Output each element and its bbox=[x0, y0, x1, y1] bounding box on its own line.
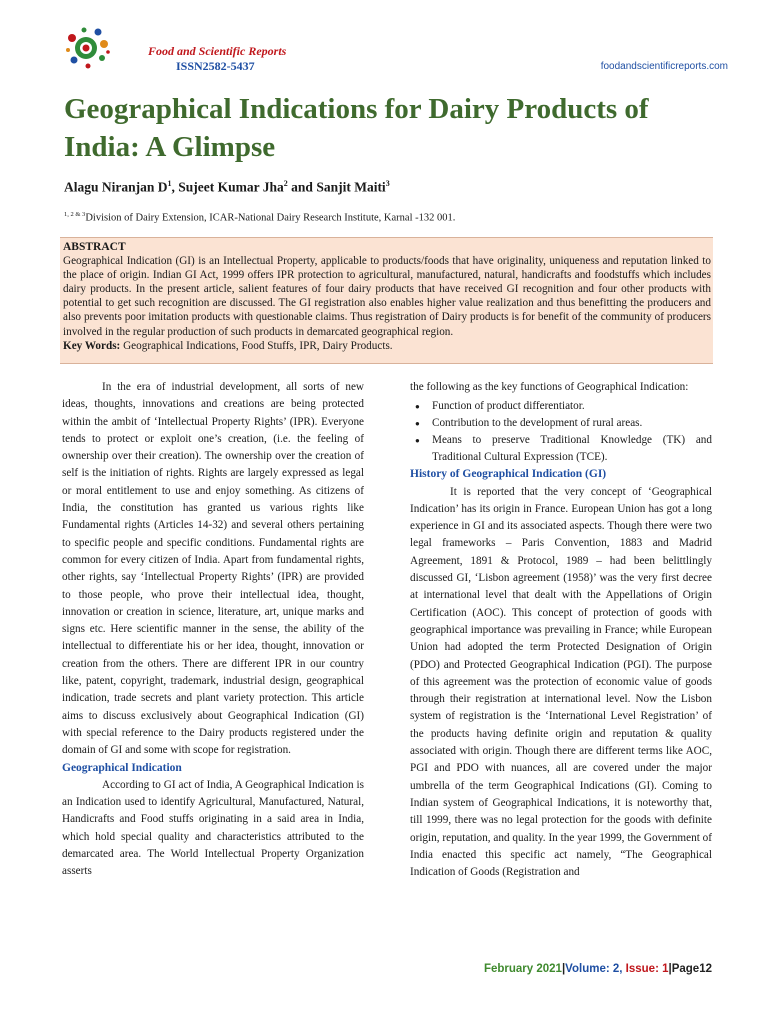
footer-separator: | bbox=[668, 963, 672, 975]
author-name: Sujeet Kumar Jha bbox=[178, 179, 284, 195]
author-affiliation-mark: 1 bbox=[167, 179, 172, 188]
author-affiliation-mark: 2 bbox=[283, 179, 288, 188]
journal-name: Food and Scientific Reports bbox=[148, 44, 287, 58]
article-title: Geographical Indications for Dairy Products of India: A Glimpse bbox=[64, 93, 649, 163]
affiliation-text: Division of Dairy Extension, ICAR-National Dairy Research Institute, Karnal -132 001. bbox=[85, 212, 456, 224]
list-item: ● Contribution to the development of rural areas. bbox=[410, 415, 712, 432]
footer-separator: | bbox=[561, 963, 566, 975]
section-heading-history: History of Geographical Indication (GI) bbox=[410, 468, 607, 481]
footer-volume: Volume: 2, bbox=[565, 963, 626, 975]
author-separator: and bbox=[287, 179, 317, 195]
right-column bbox=[410, 379, 712, 881]
keywords-label: Key Words: bbox=[63, 339, 121, 352]
abstract-heading: ABSTRACT bbox=[63, 241, 126, 253]
left-column bbox=[62, 379, 364, 881]
intro-paragraph: In the era of industrial development, all sorts of new ideas, thoughts, innovations and creations are being protected within the ambit of ‘Intellectual Property Rights’ (IPR). Everyone tends to protect or exploit one’s creation, (i.e. the feeling of ownership over their creation). The ownership over the creation of self is the initiation of rights. Rights are largely expressed as legal or moral entitlement to use and enjoy something. As citizens of India, the constitution has granted us various rights like Fundamental rights (Articles 14-32) and several others pertaining to specific people and specific conditions. Fundamental rights are common for every citizen of India. Apart from fundamental rights, other rights, say ‘Intellectual Property Rights’ (IPR) are provided to those people, who prove their intellectual idea, thought, innovation or creation in science, literature, art, unique marks and signs etc. Here scientific manner in the sense, the ability of the intellectual to differentiate his or her idea, thought, innovation or creation from the others. There are different IPR in our country like, patent, copyright, trademark, industrial design, geographical indication, trade secrets and plant variety protection. This article aims to discuss exclusively about Geographical Indication (GI) with special reference to the Dairy products registered under the domain of GI and some with scope for registration. bbox=[62, 381, 364, 757]
history-paragraph: It is reported that the very concept of ‘Geographical Indication’ has its origin in France. European Union has got a long experience in GI and its associated aspects. Though there were two legal frameworks – Paris Convention, 1883 and Madrid Agreement, 1891 & Protocol, 1989 – had been belittlingly discussed GI, ‘Lisbon agreement (1958)’ was the very first decree at international level that dealt with the Appellations of Origin Certification (AOC). This concept of protection of goods with geographical importance was prevailing in France; while European Union had adopted the term Protected Designation of Origin (PDO) and Protected Geographical Indication (PGI). The purpose of this agreement was the protection of economic value of goods through their registration at international level. Now the Lisbon system of registration is the ‘International Level Registration’ of the products having definite origin and reputation & quality associated with origin. Though there are different terms like AOC, PGI and PDO with nuances, all are covered under the major umbrella of the term Geographical Indications (GI). Coming to Indian system of Geographical Indications, it is noteworthy that, till 1999, there was no legal protection for the goods with definite origin, reputation, and quality. In the year 1999, the Government of India enacted this specific act namely, “The Geographical Indication of Goods (Registration and bbox=[410, 485, 712, 879]
footer-date: February 2021 bbox=[483, 963, 562, 975]
gi-functions-list bbox=[410, 398, 712, 466]
footer-issue: Issue: 1 bbox=[625, 963, 669, 975]
keywords-text: Geographical Indications, Food Stuffs, IPR, Dairy Products. bbox=[120, 339, 393, 352]
affiliation-marks: 1, 2 & 3 bbox=[64, 211, 86, 218]
gi-paragraph: According to GI act of India, A Geographical Indication is an Indication used to identify Agricultural, Manufactured, Natural, Handicrafts and Food stuffs originating in a said area in India, which hold special quality and characteristics attributed to the demarcated area. The World Intellectual Property Organization asserts bbox=[62, 778, 364, 878]
author-separator: , bbox=[171, 179, 179, 195]
journal-website-link[interactable]: foodandscientificreports.com bbox=[600, 61, 728, 72]
journal-issn: ISSN2582-5437 bbox=[176, 59, 255, 73]
author-list bbox=[64, 179, 390, 196]
page-footer bbox=[484, 963, 712, 975]
abstract-box bbox=[60, 237, 713, 364]
author-name: Alagu Niranjan D bbox=[64, 179, 168, 195]
journal-logo-icon bbox=[62, 22, 114, 74]
keywords-line bbox=[63, 339, 711, 353]
author-name: Sanjit Maiti bbox=[316, 179, 386, 195]
list-item: ● Means to preserve Traditional Knowledge (TK) and Traditional Cultural Expression (TCE). bbox=[410, 432, 712, 466]
author-affiliation-mark: 3 bbox=[385, 179, 390, 188]
abstract-text: Geographical Indication (GI) is an Intellectual Property, applicable to products/foods that have originality, uniqueness and reputation linked to the place of origin. Indian GI Act, 1999 offers IPR protection to agricultural, manufactured, natural, handicrafts and foodstuffs which includes dairy products. In the present article, salient features of four dairy products that have received GI recognition and four other products with potential to get such recognition are discussed. The GI registration also enables higher value realization and thus benefitting the producers and also prevents poor imitation products with questionable claims. Thus registration of Dairy products is for benefit of the community of producers involved in the regular production of such products in demarcated geographical region. bbox=[63, 255, 711, 338]
section-heading-gi: Geographical Indication bbox=[62, 761, 182, 774]
list-item: ● Function of product differentiator. bbox=[410, 398, 712, 415]
gi-continued-paragraph: the following as the key functions of Geographical Indication: bbox=[410, 381, 689, 393]
footer-page-number: Page12 bbox=[671, 963, 712, 975]
affiliation bbox=[64, 211, 455, 224]
